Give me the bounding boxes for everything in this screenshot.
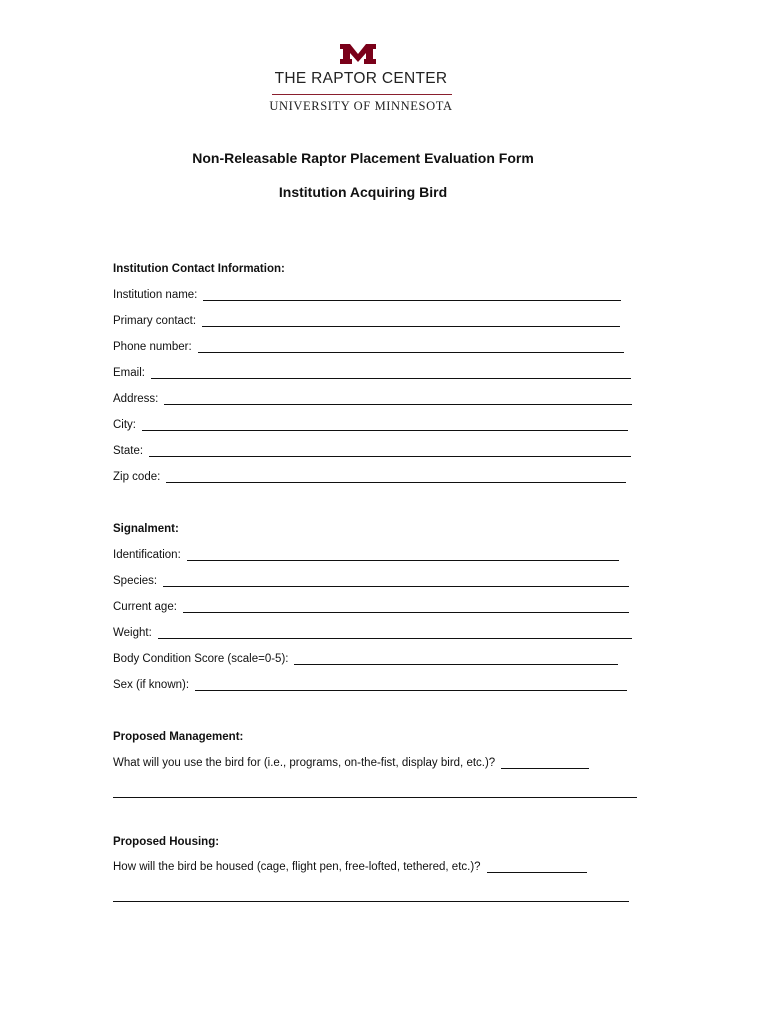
- fill-line[interactable]: [166, 471, 626, 483]
- fill-line[interactable]: [183, 601, 629, 613]
- sex-field[interactable]: [113, 679, 627, 691]
- logo-divider: [272, 94, 452, 95]
- field-label: Primary contact:: [113, 315, 197, 327]
- field-label: Weight:: [113, 627, 152, 639]
- city-field[interactable]: [113, 419, 628, 431]
- management-question-field[interactable]: [113, 757, 589, 769]
- housing-heading: Proposed Housing:: [113, 836, 220, 848]
- species-field[interactable]: [113, 575, 629, 587]
- fill-line[interactable]: [487, 861, 587, 873]
- field-label: Email:: [113, 367, 145, 379]
- raptor-center-logo: [268, 42, 458, 118]
- signalment-heading: Signalment:: [113, 523, 179, 535]
- field-label: Species:: [113, 575, 158, 587]
- contact-heading: Institution Contact Information:: [113, 263, 285, 275]
- state-field[interactable]: [113, 445, 631, 457]
- phone-number-field[interactable]: [113, 341, 624, 353]
- university-name: UNIVERSITY OF MINNESOTA: [269, 99, 453, 113]
- body-condition-score-field[interactable]: [113, 653, 618, 665]
- field-label: Phone number:: [113, 341, 192, 353]
- fill-line[interactable]: [203, 289, 621, 301]
- fill-line[interactable]: [149, 445, 631, 457]
- field-label: State:: [113, 445, 144, 457]
- field-label: Current age:: [113, 601, 177, 613]
- email-field[interactable]: [113, 367, 631, 379]
- university-m-logo-icon: [340, 42, 376, 66]
- institution-name-field[interactable]: [113, 289, 621, 301]
- field-label: City:: [113, 419, 136, 431]
- field-label: Identification:: [113, 549, 181, 561]
- form-subtitle: Institution Acquiring Bird: [278, 184, 448, 200]
- housing-question-field[interactable]: [113, 861, 587, 873]
- field-label: What will you use the bird for (i.e., programs, on-the-fist, display bird, etc.)?: [113, 757, 496, 769]
- zip-code-field[interactable]: [113, 471, 626, 483]
- management-answer-line[interactable]: [113, 797, 637, 798]
- fill-line[interactable]: [195, 679, 627, 691]
- fill-line[interactable]: [142, 419, 628, 431]
- fill-line[interactable]: [151, 367, 631, 379]
- fill-line[interactable]: [294, 653, 618, 665]
- fill-line[interactable]: [158, 627, 632, 639]
- fill-line[interactable]: [187, 549, 619, 561]
- weight-field[interactable]: [113, 627, 632, 639]
- field-label: Sex (if known):: [113, 679, 190, 691]
- fill-line[interactable]: [163, 575, 629, 587]
- fill-line[interactable]: [202, 315, 620, 327]
- form-title: Non-Releasable Raptor Placement Evaluation Form: [192, 150, 534, 166]
- management-heading: Proposed Management:: [113, 731, 244, 743]
- fill-line[interactable]: [198, 341, 624, 353]
- housing-answer-line[interactable]: [113, 901, 629, 902]
- field-label: Body Condition Score (scale=0-5):: [113, 653, 289, 665]
- current-age-field[interactable]: [113, 601, 629, 613]
- field-label: How will the bird be housed (cage, flight pen, free-lofted, tethered, etc.)?: [113, 861, 481, 873]
- primary-contact-field[interactable]: [113, 315, 620, 327]
- field-label: Address:: [113, 393, 159, 405]
- field-label: Zip code:: [113, 471, 161, 483]
- org-name: THE RAPTOR CENTER: [274, 70, 448, 87]
- field-label: Institution name:: [113, 289, 198, 301]
- identification-field[interactable]: [113, 549, 619, 561]
- address-field[interactable]: [113, 393, 632, 405]
- fill-line[interactable]: [164, 393, 632, 405]
- fill-line[interactable]: [501, 757, 589, 769]
